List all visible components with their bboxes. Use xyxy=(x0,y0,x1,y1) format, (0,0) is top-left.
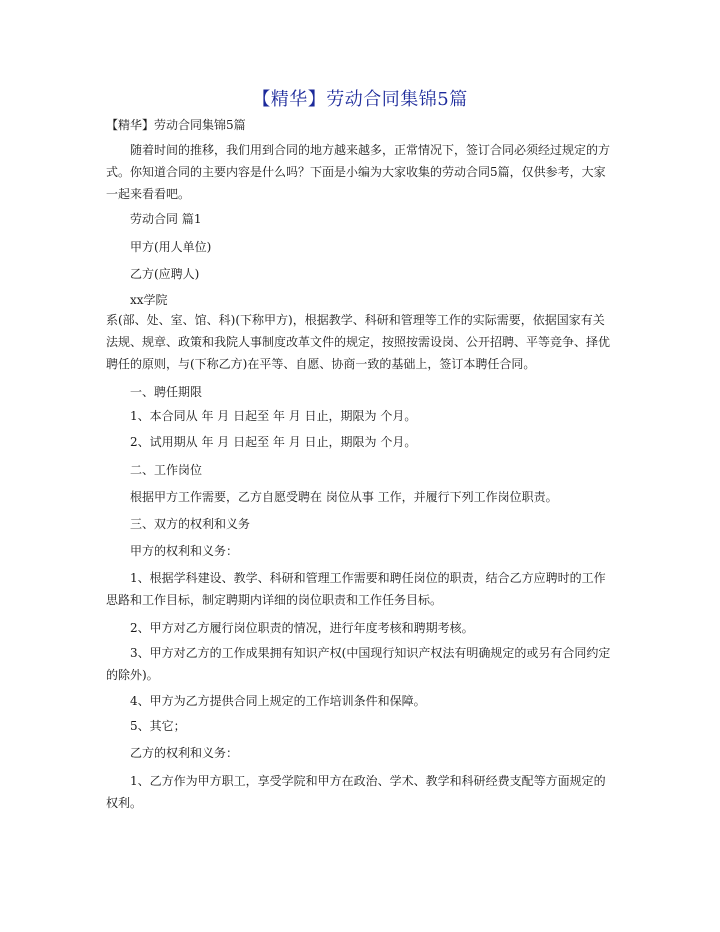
section-3-heading: 三、双方的权利和义务 xyxy=(130,517,251,531)
document-title: 【精华】劳动合同集锦5篇 xyxy=(252,89,468,110)
intro-paragraph: 随着时间的推移，我们用到合同的地方越来越多，正常情况下，签订合同必须经过规定的方式。你知道合同的主要内容是什么吗？下面是小编为大家收集的劳动合同5篇，仅供参考，大家一起来看看吧。 xyxy=(106,143,611,201)
section-2-heading: 二、工作岗位 xyxy=(130,463,203,477)
party-b-rights-heading: 乙方的权利和义务： xyxy=(130,746,239,760)
party-a-item-2: 2、甲方对乙方履行岗位职责的情况，进行年度考核和聘期考核。 xyxy=(130,621,474,635)
party-b-label: 乙方(应聘人) xyxy=(130,267,200,281)
party-b-item-1: 1、乙方作为甲方职工，享受学院和甲方在政治、学术、教学和科研经费支配等方面规定的权利。 xyxy=(106,774,606,810)
section-1-item-2: 2、试用期从 年 月 日起至 年 月 日止，期限为 个月。 xyxy=(130,435,417,449)
school-line: xx学院 xyxy=(130,293,168,307)
party-a-item-5: 5、其它； xyxy=(130,719,186,733)
document-subtitle: 【精华】劳动合同集锦5篇 xyxy=(106,118,246,132)
section-2-paragraph: 根据甲方工作需要，乙方自愿受聘在 岗位从事 工作，并履行下列工作岗位职责。 xyxy=(130,490,558,504)
section-1-item-1: 1、本合同从 年 月 日起至 年 月 日止，期限为 个月。 xyxy=(130,409,417,423)
contract-heading: 劳动合同 篇1 xyxy=(130,212,202,226)
party-a-rights-heading: 甲方的权利和义务： xyxy=(130,544,239,558)
party-a-item-1: 1、根据学科建设、教学、科研和管理工作需要和聘任岗位的职责，结合乙方应聘时的工作思路和工作目标，制定聘期内详细的岗位职责和工作任务目标。 xyxy=(106,571,606,607)
section-1-heading: 一、聘任期限 xyxy=(130,385,203,399)
party-a-label: 甲方(用人单位) xyxy=(130,240,212,254)
party-a-item-3: 3、甲方对乙方的工作成果拥有知识产权(中国现行知识产权法有明确规定的或另有合同约定的除外)。 xyxy=(106,646,611,682)
party-a-item-4: 4、甲方为乙方提供合同上规定的工作培训条件和保障。 xyxy=(130,694,426,708)
department-paragraph: 系(部、处、室、馆、科)(下称甲方)，根据教学、科研和管理等工作的实际需要，依据国家有关法规、规章、政策和我院人事制度改革文件的规定，按照按需设岗、公开招聘、平等竞争、择优聘任的原则，与(下称乙方)在平等、自愿、协商一致的基础上，签订本聘任合同。 xyxy=(106,313,611,371)
